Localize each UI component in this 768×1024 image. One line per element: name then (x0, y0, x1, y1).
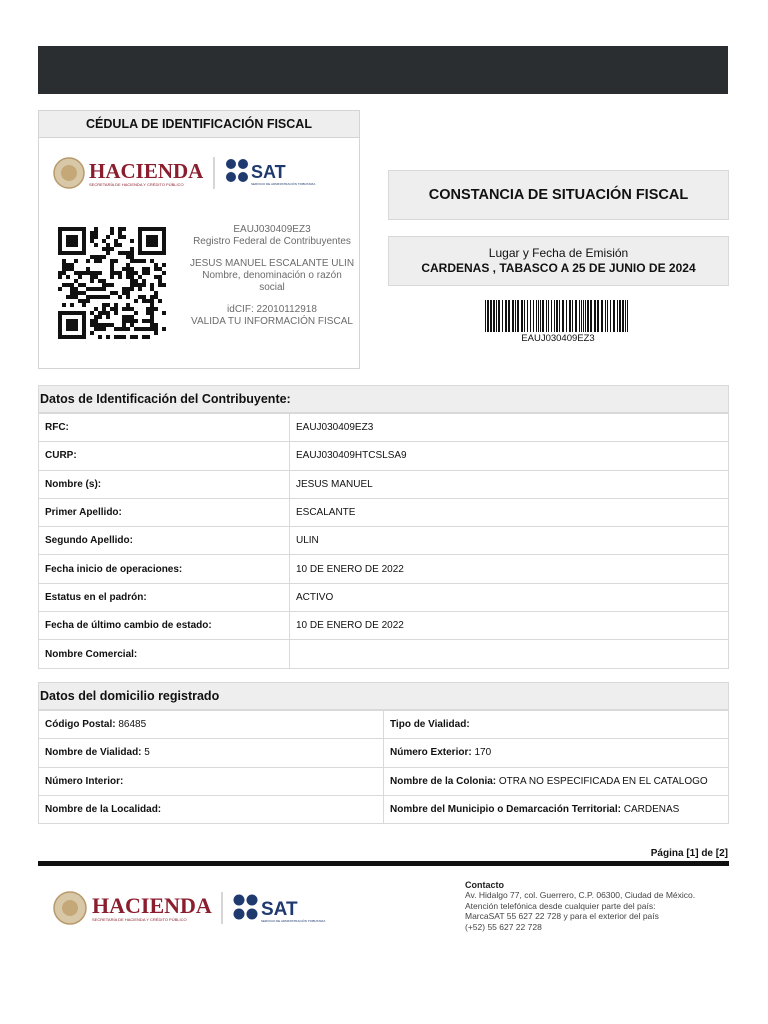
domicilio-title: Datos del domicilio registrado (38, 682, 729, 710)
table-row (39, 470, 729, 498)
field-value: 5 (144, 747, 150, 759)
contact-line: Av. Hidalgo 77, col. Guerrero, C.P. 06300, Ciudad de México. (465, 890, 696, 901)
barcode-text: EAUJ030409EZ3 (521, 333, 595, 344)
field-label: CURP: (39, 442, 290, 470)
field-value: ACTIVO (290, 583, 729, 611)
identificacion-title: Datos de Identificación del Contribuyente: (38, 385, 729, 413)
cedula-info (189, 224, 355, 328)
footer-logo (50, 888, 370, 928)
field-label: Código Postal: (45, 719, 116, 731)
cedula-rfc: EAUJ030409EZ3 (233, 224, 311, 235)
cedula-idcif: idCIF: 22010112918 (227, 304, 317, 315)
table-row (39, 767, 729, 795)
identificacion-table (38, 413, 729, 669)
field-label: RFC: (39, 414, 290, 442)
address-cell (39, 795, 384, 823)
field-label: Nombre del Municipio o Demarcación Territorial: (390, 804, 621, 816)
field-label: Nombre de la Localidad: (45, 804, 162, 816)
table-row (39, 527, 729, 555)
field-label: Nombre (s): (39, 470, 290, 498)
domicilio-table (38, 710, 729, 824)
field-value: 86485 (118, 719, 147, 731)
svg-text:SECRETARÍA DE HACIENDA Y CRÉDI: SECRETARÍA DE HACIENDA Y CRÉDITO PÚBLICO (89, 182, 184, 187)
contact-line: MarcaSAT 55 627 22 728 y para el exterior del país (465, 911, 659, 922)
field-label: Fecha inicio de operaciones: (39, 555, 290, 583)
cedula-validate: VALIDA TU INFORMACIÓN FISCAL (191, 316, 353, 327)
svg-text:SAT: SAT (261, 899, 298, 920)
field-value (290, 640, 729, 668)
table-row (39, 414, 729, 442)
field-value: ESCALANTE (290, 498, 729, 526)
cedula-rfc-label: Registro Federal de Contribuyentes (193, 236, 351, 247)
svg-text:SERVICIO DE ADMINISTRACIÓN TRI: SERVICIO DE ADMINISTRACIÓN TRIBUTARIA (261, 919, 326, 923)
svg-text:HACIENDA: HACIENDA (92, 893, 212, 918)
field-value: OTRA NO ESPECIFICADA EN EL CATALOGO (498, 775, 708, 787)
page-number: Página [1] de [2] (650, 848, 728, 859)
table-row (39, 442, 729, 470)
constancia-title: CONSTANCIA DE SITUACIÓN FISCAL (388, 170, 729, 220)
table-row (39, 583, 729, 611)
hacienda-sat-logo (51, 153, 351, 193)
field-value: 170 (474, 747, 492, 759)
lugar-label: Lugar y Fecha de Emisión (488, 246, 629, 260)
footer-rule (38, 861, 729, 866)
qr-code (58, 227, 166, 339)
svg-text:SERVICIO DE ADMINISTRACIÓN TRI: SERVICIO DE ADMINISTRACIÓN TRIBUTARIA (251, 182, 316, 186)
address-cell (384, 795, 729, 823)
svg-text:HACIENDA: HACIENDA (89, 159, 204, 183)
field-label: Nombre de la Colonia: (390, 775, 497, 787)
field-label: Primer Apellido: (39, 498, 290, 526)
cedula-title: CÉDULA DE IDENTIFICACIÓN FISCAL (39, 111, 359, 138)
table-row (39, 739, 729, 767)
field-value: 10 DE ENERO DE 2022 (290, 555, 729, 583)
cedula-name: JESUS MANUEL ESCALANTE ULIN (189, 258, 355, 269)
table-row (39, 711, 729, 739)
field-value: CARDENAS (623, 804, 680, 816)
field-value: EAUJ030409HTCSLSA9 (290, 442, 729, 470)
lugar-fecha-box (388, 236, 729, 286)
field-label: Segundo Apellido: (39, 527, 290, 555)
field-value: EAUJ030409EZ3 (290, 414, 729, 442)
field-label: Número Interior: (45, 775, 124, 787)
cedula-name-label: Nombre, denominación o razón social (202, 270, 342, 293)
address-cell (384, 711, 729, 739)
svg-text:SECRETARÍA DE HACIENDA Y CRÉDI: SECRETARÍA DE HACIENDA Y CRÉDITO PÚBLICO (92, 917, 187, 922)
field-label: Nombre de Vialidad: (45, 747, 142, 759)
table-row (39, 640, 729, 668)
contact-line: (+52) 55 627 22 728 (465, 921, 542, 932)
address-cell (384, 767, 729, 795)
address-cell (384, 739, 729, 767)
field-label: Estatus en el padrón: (39, 583, 290, 611)
svg-text:SAT: SAT (251, 162, 286, 182)
contact-line: Atención telefónica desde cualquier parte del país: (465, 900, 656, 911)
address-cell (39, 767, 384, 795)
cedula-card (38, 110, 360, 369)
identificacion-section (38, 385, 729, 669)
field-label: Tipo de Vialidad: (390, 719, 470, 731)
domicilio-section (38, 682, 729, 824)
top-banner (38, 46, 728, 94)
address-cell (39, 711, 384, 739)
field-value: ULIN (290, 527, 729, 555)
table-row (39, 555, 729, 583)
field-value: 10 DE ENERO DE 2022 (290, 612, 729, 640)
table-row (39, 498, 729, 526)
table-row (39, 795, 729, 823)
field-label: Número Exterior: (390, 747, 472, 759)
field-value: JESUS MANUEL (290, 470, 729, 498)
address-cell (39, 739, 384, 767)
contact-title: Contacto (465, 880, 504, 890)
contact-block (465, 880, 735, 932)
field-label: Fecha de último cambio de estado: (39, 612, 290, 640)
table-row (39, 612, 729, 640)
barcode (484, 300, 632, 332)
field-label: Nombre Comercial: (39, 640, 290, 668)
lugar-value: CARDENAS , TABASCO A 25 DE JUNIO DE 2024 (421, 261, 696, 275)
